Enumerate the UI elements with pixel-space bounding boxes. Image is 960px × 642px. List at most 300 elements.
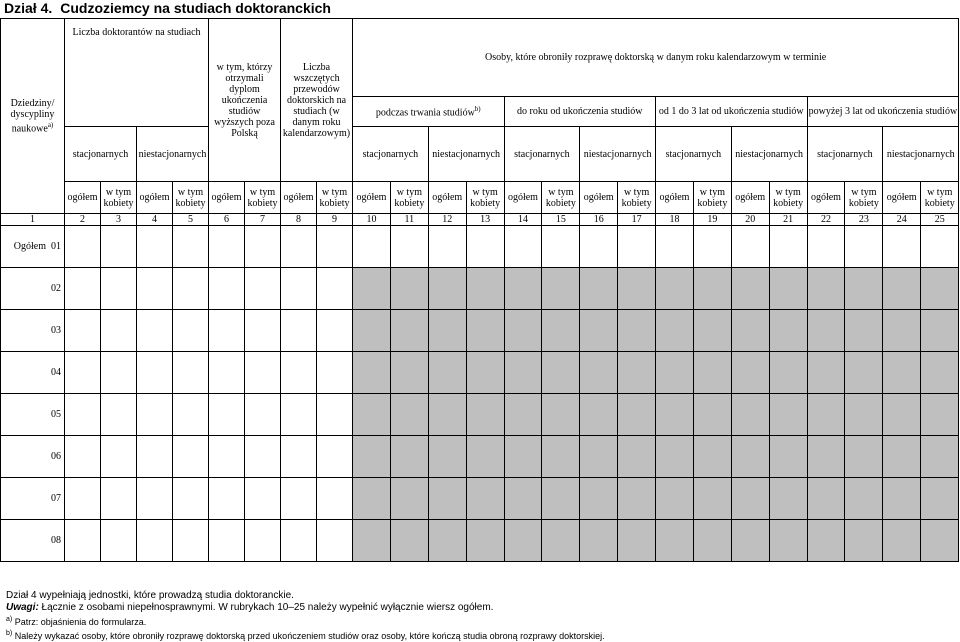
input-cell[interactable] xyxy=(173,310,209,352)
section-number: Dział 4. xyxy=(4,0,53,16)
input-cell[interactable] xyxy=(137,520,173,562)
input-cell[interactable] xyxy=(580,226,618,268)
doctoral-students-header: Liczba doktorantów na studiach xyxy=(65,19,209,127)
disabled-cell xyxy=(580,352,618,394)
disabled-cell xyxy=(845,310,883,352)
input-cell[interactable] xyxy=(65,226,101,268)
input-cell[interactable] xyxy=(101,352,137,394)
disabled-cell xyxy=(845,478,883,520)
table-row xyxy=(1,478,959,520)
column-number: 2 xyxy=(65,214,101,226)
disabled-cell xyxy=(542,436,580,478)
input-cell[interactable] xyxy=(693,226,731,268)
header-row-1 xyxy=(1,19,959,97)
input-cell[interactable] xyxy=(137,352,173,394)
disabled-cell xyxy=(731,310,769,352)
table-row xyxy=(1,310,959,352)
row-code: 08 xyxy=(51,535,61,546)
women-subheader: w tym kobiety xyxy=(245,182,281,214)
women-subheader: w tym kobiety xyxy=(466,182,504,214)
disabled-cell xyxy=(580,394,618,436)
disabled-cell xyxy=(618,394,656,436)
disabled-cell xyxy=(807,394,845,436)
input-cell[interactable] xyxy=(65,520,101,562)
disabled-cell xyxy=(428,436,466,478)
input-cell[interactable] xyxy=(281,352,317,394)
page-title xyxy=(4,0,331,16)
input-cell[interactable] xyxy=(209,520,245,562)
column-number: 24 xyxy=(883,214,921,226)
disabled-cell xyxy=(428,268,466,310)
total-subheader: ogółem xyxy=(281,182,317,214)
disabled-cell xyxy=(466,478,504,520)
disabled-cell xyxy=(504,520,542,562)
row-name: Ogółem xyxy=(13,241,46,252)
disabled-cell xyxy=(618,310,656,352)
disabled-cell xyxy=(542,310,580,352)
disabled-cell xyxy=(769,478,807,520)
disabled-cell xyxy=(845,352,883,394)
disabled-cell xyxy=(693,310,731,352)
row-code: 03 xyxy=(51,325,61,336)
stationary-label: stacjonarnych xyxy=(65,127,137,182)
within-year-header: do roku od ukończenia studiów xyxy=(504,97,656,127)
column-number: 19 xyxy=(693,214,731,226)
total-subheader: ogółem xyxy=(428,182,466,214)
disabled-cell xyxy=(769,520,807,562)
row-label xyxy=(1,436,65,478)
disabled-cell xyxy=(921,352,959,394)
disabled-cell xyxy=(883,310,921,352)
disabled-cell xyxy=(807,268,845,310)
disabled-cell xyxy=(731,352,769,394)
women-subheader: w tym kobiety xyxy=(769,182,807,214)
remark-label: Uwagi: xyxy=(6,602,39,613)
disabled-cell xyxy=(580,268,618,310)
input-cell[interactable] xyxy=(101,478,137,520)
remark-line xyxy=(6,602,605,614)
input-cell[interactable] xyxy=(317,268,353,310)
table-row xyxy=(1,226,959,268)
input-cell[interactable] xyxy=(173,520,209,562)
column-number: 13 xyxy=(466,214,504,226)
disabled-cell xyxy=(466,268,504,310)
column-number: 16 xyxy=(580,214,618,226)
column-number: 3 xyxy=(101,214,137,226)
foreign-diploma-header: w tym, którzy otrzymali dyplom ukończenia studiów wyższych poza Polską xyxy=(209,19,281,182)
input-cell[interactable] xyxy=(137,436,173,478)
disabled-cell xyxy=(883,520,921,562)
header-row-3 xyxy=(1,127,959,182)
input-cell[interactable] xyxy=(542,226,580,268)
disabled-cell xyxy=(731,520,769,562)
input-cell[interactable] xyxy=(209,436,245,478)
disabled-cell xyxy=(466,520,504,562)
disabled-cell xyxy=(580,436,618,478)
disabled-cell xyxy=(618,520,656,562)
disabled-cell xyxy=(883,478,921,520)
disabled-cell xyxy=(353,352,391,394)
disabled-cell xyxy=(353,478,391,520)
column-number: 12 xyxy=(428,214,466,226)
disabled-cell xyxy=(731,268,769,310)
row-label xyxy=(1,226,65,268)
nonstationary-label: niestacjonarnych xyxy=(137,127,209,182)
column-number: 1 xyxy=(1,214,65,226)
women-subheader: w tym kobiety xyxy=(173,182,209,214)
disabled-cell xyxy=(504,352,542,394)
footnote-a: $^{a)}$ Patrz: objaśnienia do formularza. xyxy=(6,616,147,627)
input-cell[interactable] xyxy=(173,226,209,268)
row-code: 01 xyxy=(51,241,61,252)
col-disciplines-header: Dziedziny/ dyscypliny naukowe$^{a)}$ xyxy=(1,19,65,214)
column-number: 17 xyxy=(618,214,656,226)
disabled-cell xyxy=(353,520,391,562)
input-cell[interactable] xyxy=(281,268,317,310)
disabled-cell xyxy=(769,268,807,310)
row-label xyxy=(1,352,65,394)
input-cell[interactable] xyxy=(101,268,137,310)
disabled-cell xyxy=(921,310,959,352)
report-table xyxy=(0,18,959,562)
disabled-cell xyxy=(504,394,542,436)
disabled-cell xyxy=(807,520,845,562)
disabled-cell xyxy=(921,520,959,562)
disabled-cell xyxy=(769,352,807,394)
input-cell[interactable] xyxy=(245,226,281,268)
input-cell[interactable] xyxy=(245,478,281,520)
over-three-years-header: powyżej 3 lat od ukończenia studiów xyxy=(807,97,959,127)
input-cell[interactable] xyxy=(317,478,353,520)
disabled-cell xyxy=(693,478,731,520)
disabled-cell xyxy=(693,352,731,394)
disabled-cell xyxy=(845,436,883,478)
disabled-cell xyxy=(693,520,731,562)
input-cell[interactable] xyxy=(317,226,353,268)
disabled-cell xyxy=(883,394,921,436)
disabled-cell xyxy=(353,268,391,310)
stationary-label: stacjonarnych xyxy=(504,127,580,182)
disabled-cell xyxy=(693,394,731,436)
disabled-cell xyxy=(542,352,580,394)
column-number: 21 xyxy=(769,214,807,226)
disabled-cell xyxy=(618,436,656,478)
disabled-cell xyxy=(353,310,391,352)
one-to-three-years-header: od 1 do 3 lat od ukończenia studiów xyxy=(656,97,808,127)
input-cell[interactable] xyxy=(65,436,101,478)
stationary-label: stacjonarnych xyxy=(656,127,732,182)
column-number: 14 xyxy=(504,214,542,226)
column-number: 18 xyxy=(656,214,694,226)
footnote-b: $^{b)}$ Należy wykazać osoby, które obroniły rozprawę doktorską przed ukończeniem studiów oraz osoby, które kończą studia obroną rozprawy doktorskiej. xyxy=(6,630,605,641)
input-cell[interactable] xyxy=(209,268,245,310)
input-cell[interactable] xyxy=(101,310,137,352)
input-cell[interactable] xyxy=(656,226,694,268)
total-subheader: ogółem xyxy=(656,182,694,214)
disabled-cell xyxy=(580,520,618,562)
row-code: 07 xyxy=(51,493,61,504)
input-cell[interactable] xyxy=(65,478,101,520)
footer-line: Dział 4 wypełniają jednostki, które prowadzą studia doktoranckie. xyxy=(6,590,294,601)
input-cell[interactable] xyxy=(245,520,281,562)
disabled-cell xyxy=(693,268,731,310)
input-cell[interactable] xyxy=(137,394,173,436)
total-subheader: ogółem xyxy=(353,182,391,214)
disabled-cell xyxy=(504,268,542,310)
input-cell[interactable] xyxy=(209,226,245,268)
disabled-cell xyxy=(618,352,656,394)
input-cell[interactable] xyxy=(245,310,281,352)
total-subheader: ogółem xyxy=(731,182,769,214)
input-cell[interactable] xyxy=(245,394,281,436)
row-code: 04 xyxy=(51,367,61,378)
row-code: 05 xyxy=(51,409,61,420)
disabled-cell xyxy=(390,436,428,478)
disabled-cell xyxy=(428,478,466,520)
column-number: 23 xyxy=(845,214,883,226)
input-cell[interactable] xyxy=(618,226,656,268)
disabled-cell xyxy=(693,436,731,478)
row-label xyxy=(1,520,65,562)
stationary-label: stacjonarnych xyxy=(353,127,429,182)
disabled-cell xyxy=(883,268,921,310)
disabled-cell xyxy=(769,310,807,352)
input-cell[interactable] xyxy=(173,394,209,436)
disabled-cell xyxy=(845,268,883,310)
disabled-cell xyxy=(428,520,466,562)
row-label xyxy=(1,394,65,436)
women-subheader: w tym kobiety xyxy=(101,182,137,214)
column-number: 15 xyxy=(542,214,580,226)
disabled-cell xyxy=(390,352,428,394)
defended-header: Osoby, które obroniły rozprawę doktorską w danym roku kalendarzowym w terminie xyxy=(353,19,959,97)
disabled-cell xyxy=(883,352,921,394)
column-number: 20 xyxy=(731,214,769,226)
input-cell[interactable] xyxy=(390,226,428,268)
row-label xyxy=(1,310,65,352)
input-cell[interactable] xyxy=(173,436,209,478)
input-cell[interactable] xyxy=(883,226,921,268)
disabled-cell xyxy=(656,352,694,394)
disabled-cell xyxy=(807,436,845,478)
nonstationary-label: niestacjonarnych xyxy=(883,127,959,182)
footer-notes xyxy=(6,590,605,642)
column-number: 25 xyxy=(921,214,959,226)
column-number: 11 xyxy=(390,214,428,226)
input-cell[interactable] xyxy=(281,478,317,520)
disabled-cell xyxy=(731,394,769,436)
row-label xyxy=(1,478,65,520)
input-cell[interactable] xyxy=(173,478,209,520)
input-cell[interactable] xyxy=(281,394,317,436)
disabled-cell xyxy=(580,310,618,352)
disabled-cell xyxy=(390,520,428,562)
disabled-cell xyxy=(353,394,391,436)
disabled-cell xyxy=(656,268,694,310)
proceedings-header: Liczba wszczętych przewodów doktorskich na studiach (w danym roku kalendarzowym) xyxy=(281,19,353,182)
input-cell[interactable] xyxy=(731,226,769,268)
disabled-cell xyxy=(845,394,883,436)
nonstationary-label: niestacjonarnych xyxy=(580,127,656,182)
input-cell[interactable] xyxy=(101,436,137,478)
disabled-cell xyxy=(731,436,769,478)
disabled-cell xyxy=(353,436,391,478)
disabled-cell xyxy=(428,310,466,352)
disabled-cell xyxy=(656,478,694,520)
input-cell[interactable] xyxy=(317,352,353,394)
disabled-cell xyxy=(466,352,504,394)
disabled-cell xyxy=(390,394,428,436)
input-cell[interactable] xyxy=(245,268,281,310)
input-cell[interactable] xyxy=(353,226,391,268)
disabled-cell xyxy=(466,394,504,436)
input-cell[interactable] xyxy=(845,226,883,268)
disabled-cell xyxy=(390,268,428,310)
input-cell[interactable] xyxy=(137,226,173,268)
during-studies-header: podczas trwania studiów$^{b)}$ xyxy=(353,97,505,127)
disabled-cell xyxy=(618,478,656,520)
disabled-cell xyxy=(390,310,428,352)
total-subheader: ogółem xyxy=(209,182,245,214)
nonstationary-label: niestacjonarnych xyxy=(428,127,504,182)
table-row xyxy=(1,436,959,478)
input-cell[interactable] xyxy=(65,394,101,436)
column-number: 6 xyxy=(209,214,245,226)
input-cell[interactable] xyxy=(281,436,317,478)
input-cell[interactable] xyxy=(317,520,353,562)
input-cell[interactable] xyxy=(137,310,173,352)
disabled-cell xyxy=(807,310,845,352)
disabled-cell xyxy=(883,436,921,478)
disabled-cell xyxy=(542,268,580,310)
input-cell[interactable] xyxy=(173,268,209,310)
table-row xyxy=(1,520,959,562)
input-cell[interactable] xyxy=(209,394,245,436)
disabled-cell xyxy=(656,310,694,352)
disabled-cell xyxy=(466,310,504,352)
input-cell[interactable] xyxy=(137,268,173,310)
total-subheader: ogółem xyxy=(580,182,618,214)
column-number: 8 xyxy=(281,214,317,226)
disabled-cell xyxy=(428,352,466,394)
disabled-cell xyxy=(656,520,694,562)
input-cell[interactable] xyxy=(281,520,317,562)
women-subheader: w tym kobiety xyxy=(693,182,731,214)
disabled-cell xyxy=(542,520,580,562)
women-subheader: w tym kobiety xyxy=(845,182,883,214)
disabled-cell xyxy=(504,478,542,520)
remark-text: Łącznie z osobami niepełnosprawnymi. W rubrykach 10–25 należy wypełnić wyłącznie wiersz ogółem. xyxy=(38,602,494,613)
table-row xyxy=(1,268,959,310)
input-cell[interactable] xyxy=(137,478,173,520)
input-cell[interactable] xyxy=(101,520,137,562)
disabled-cell xyxy=(921,478,959,520)
disabled-cell xyxy=(656,436,694,478)
input-cell[interactable] xyxy=(807,226,845,268)
column-number: 9 xyxy=(317,214,353,226)
column-number: 4 xyxy=(137,214,173,226)
disabled-cell xyxy=(921,436,959,478)
total-subheader: ogółem xyxy=(137,182,173,214)
disabled-cell xyxy=(542,394,580,436)
input-cell[interactable] xyxy=(281,310,317,352)
disabled-cell xyxy=(580,478,618,520)
input-cell[interactable] xyxy=(101,394,137,436)
women-subheader: w tym kobiety xyxy=(317,182,353,214)
column-number: 7 xyxy=(245,214,281,226)
disabled-cell xyxy=(807,352,845,394)
disabled-cell xyxy=(466,436,504,478)
input-cell[interactable] xyxy=(65,310,101,352)
input-cell[interactable] xyxy=(245,436,281,478)
column-number-row xyxy=(1,214,959,226)
column-number: 10 xyxy=(353,214,391,226)
disabled-cell xyxy=(504,436,542,478)
women-subheader: w tym kobiety xyxy=(390,182,428,214)
row-label xyxy=(1,268,65,310)
disabled-cell xyxy=(807,478,845,520)
disabled-cell xyxy=(542,478,580,520)
total-subheader: ogółem xyxy=(883,182,921,214)
total-subheader: ogółem xyxy=(504,182,542,214)
women-subheader: w tym kobiety xyxy=(618,182,656,214)
disabled-cell xyxy=(428,394,466,436)
row-code: 02 xyxy=(51,283,61,294)
input-cell[interactable] xyxy=(173,352,209,394)
total-subheader: ogółem xyxy=(65,182,101,214)
stationary-label: stacjonarnych xyxy=(807,127,883,182)
women-subheader: w tym kobiety xyxy=(921,182,959,214)
total-subheader: ogółem xyxy=(807,182,845,214)
input-cell[interactable] xyxy=(281,226,317,268)
input-cell[interactable] xyxy=(317,394,353,436)
disabled-cell xyxy=(769,436,807,478)
input-cell[interactable] xyxy=(466,226,504,268)
disabled-cell xyxy=(921,394,959,436)
table-row xyxy=(1,394,959,436)
disabled-cell xyxy=(390,478,428,520)
input-cell[interactable] xyxy=(921,226,959,268)
women-subheader: w tym kobiety xyxy=(542,182,580,214)
header-row-4 xyxy=(1,182,959,214)
disabled-cell xyxy=(618,268,656,310)
input-cell[interactable] xyxy=(209,352,245,394)
input-cell[interactable] xyxy=(65,268,101,310)
input-cell[interactable] xyxy=(317,310,353,352)
disabled-cell xyxy=(731,478,769,520)
section-title: Cudzoziemcy na studiach doktoranckich xyxy=(60,0,331,16)
input-cell[interactable] xyxy=(209,478,245,520)
column-number: 5 xyxy=(173,214,209,226)
disabled-cell xyxy=(921,268,959,310)
input-cell[interactable] xyxy=(65,352,101,394)
input-cell[interactable] xyxy=(428,226,466,268)
disabled-cell xyxy=(656,394,694,436)
table-row xyxy=(1,352,959,394)
input-cell[interactable] xyxy=(245,352,281,394)
nonstationary-label: niestacjonarnych xyxy=(731,127,807,182)
column-number: 22 xyxy=(807,214,845,226)
input-cell[interactable] xyxy=(769,226,807,268)
input-cell[interactable] xyxy=(101,226,137,268)
disabled-cell xyxy=(845,520,883,562)
input-cell[interactable] xyxy=(317,436,353,478)
row-code: 06 xyxy=(51,451,61,462)
disabled-cell xyxy=(504,310,542,352)
input-cell[interactable] xyxy=(209,310,245,352)
disabled-cell xyxy=(769,394,807,436)
input-cell[interactable] xyxy=(504,226,542,268)
